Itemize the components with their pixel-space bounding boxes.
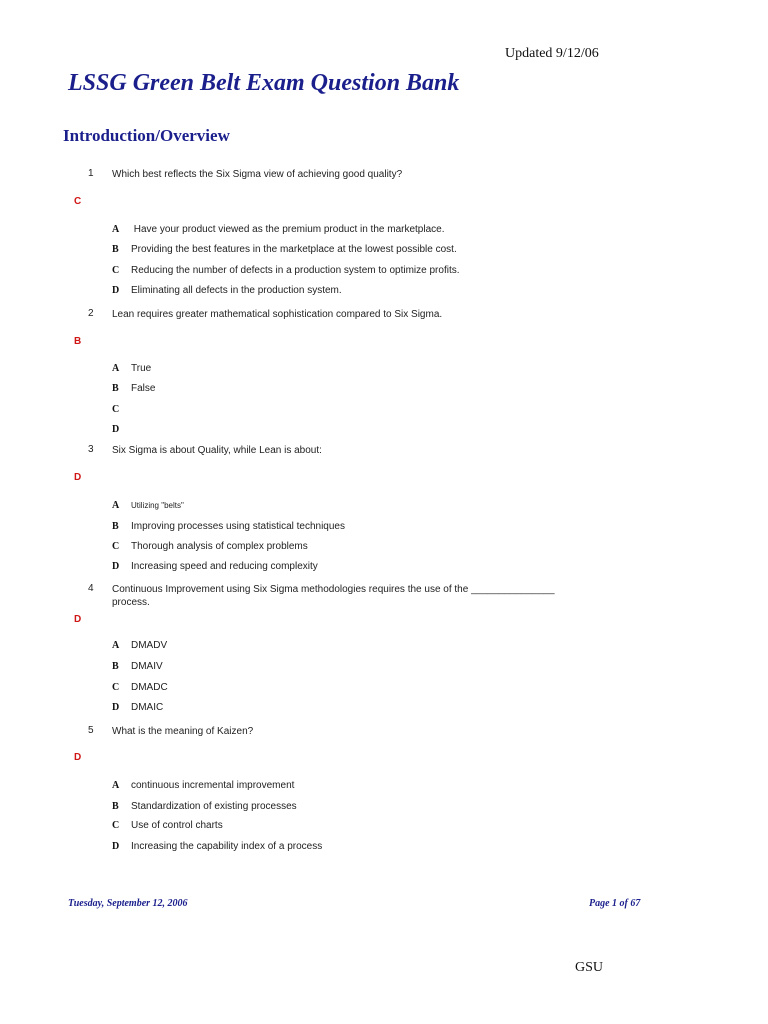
question-text: What is the meaning of Kaizen?: [112, 726, 254, 737]
footer-date: Tuesday, September 12, 2006: [68, 898, 188, 909]
option-b: [112, 516, 345, 530]
question-text: Which best reflects the Six Sigma view of achieving good quality?: [112, 169, 403, 180]
option-b: [112, 239, 457, 253]
option-letter: A: [112, 780, 120, 791]
option-c: [112, 399, 131, 413]
option-letter: B: [112, 521, 119, 532]
option-text: Have your product viewed as the premium product in the marketplace.: [131, 224, 445, 235]
option-text: Standardization of existing processes: [131, 801, 297, 812]
option-letter: A: [112, 500, 120, 511]
question-text: Continuous Improvement using Six Sigma methodologies requires the use of the _______________ process.: [112, 584, 555, 608]
option-letter: D: [112, 424, 120, 435]
option-letter: D: [112, 841, 120, 852]
option-letter: D: [112, 561, 120, 572]
option-d: [112, 556, 318, 570]
option-text: Improving processes using statistical techniques: [131, 521, 345, 532]
answer-key: D: [74, 752, 82, 763]
option-letter: A: [112, 224, 120, 235]
updated-date: Updated 9/12/06: [505, 46, 599, 61]
question-number: 3: [88, 444, 94, 455]
option-a: [112, 358, 151, 372]
question-number: 5: [88, 725, 94, 736]
question-number: 4: [88, 583, 94, 594]
question-text: Six Sigma is about Quality, while Lean is about:: [112, 445, 322, 456]
option-text: Use of control charts: [131, 820, 223, 831]
option-d: [112, 280, 342, 294]
option-text: continuous incremental improvement: [131, 780, 295, 791]
option-text: Eliminating all defects in the production system.: [131, 285, 342, 296]
option-letter: C: [112, 404, 120, 415]
answer-key: B: [74, 336, 82, 347]
option-a: [112, 635, 167, 649]
option-d: [112, 419, 131, 433]
option-letter: C: [112, 265, 120, 276]
option-text: Providing the best features in the marketplace at the lowest possible cost.: [131, 244, 457, 255]
answer-key: D: [74, 472, 82, 483]
option-letter: B: [112, 661, 119, 672]
option-letter: D: [112, 285, 120, 296]
option-a: [112, 495, 184, 509]
question-number: 1: [88, 168, 94, 179]
option-a: [112, 219, 445, 233]
option-text: Thorough analysis of complex problems: [131, 541, 308, 552]
page-number: Page 1 of 67: [589, 898, 641, 909]
option-text: DMADC: [131, 682, 168, 693]
option-d: [112, 697, 163, 711]
option-text: Increasing the capability index of a process: [131, 841, 323, 852]
option-letter: B: [112, 801, 119, 812]
document-title: LSSG Green Belt Exam Question Bank: [68, 70, 460, 96]
option-letter: C: [112, 682, 120, 693]
option-letter: A: [112, 363, 120, 374]
option-c: [112, 815, 223, 829]
option-b: [112, 796, 297, 810]
option-b: [112, 378, 155, 392]
option-letter: C: [112, 820, 120, 831]
option-b: [112, 656, 163, 670]
option-c: [112, 677, 168, 691]
option-text: DMAIV: [131, 661, 163, 672]
option-a: [112, 775, 294, 789]
option-letter: A: [112, 640, 120, 651]
option-letter: B: [112, 383, 119, 394]
option-text: Increasing speed and reducing complexity: [131, 561, 318, 572]
option-c: [112, 536, 308, 550]
option-letter: C: [112, 541, 120, 552]
option-text: True: [131, 363, 152, 374]
answer-key: D: [74, 614, 82, 625]
section-title: Introduction/Overview: [63, 126, 230, 145]
option-text: False: [131, 383, 156, 394]
question-text: Lean requires greater mathematical sophistication compared to Six Sigma.: [112, 309, 443, 320]
answer-key: C: [74, 196, 82, 207]
option-text: DMADV: [131, 640, 168, 651]
option-letter: D: [112, 702, 120, 713]
option-letter: B: [112, 244, 119, 255]
option-d: [112, 836, 322, 850]
option-text: DMAIC: [131, 702, 164, 713]
option-text: Utilizing "belts": [131, 501, 184, 510]
option-text: Reducing the number of defects in a production system to optimize profits.: [131, 265, 460, 276]
organization-label: GSU: [575, 960, 604, 975]
question-number: 2: [88, 308, 94, 319]
option-c: [112, 260, 460, 274]
